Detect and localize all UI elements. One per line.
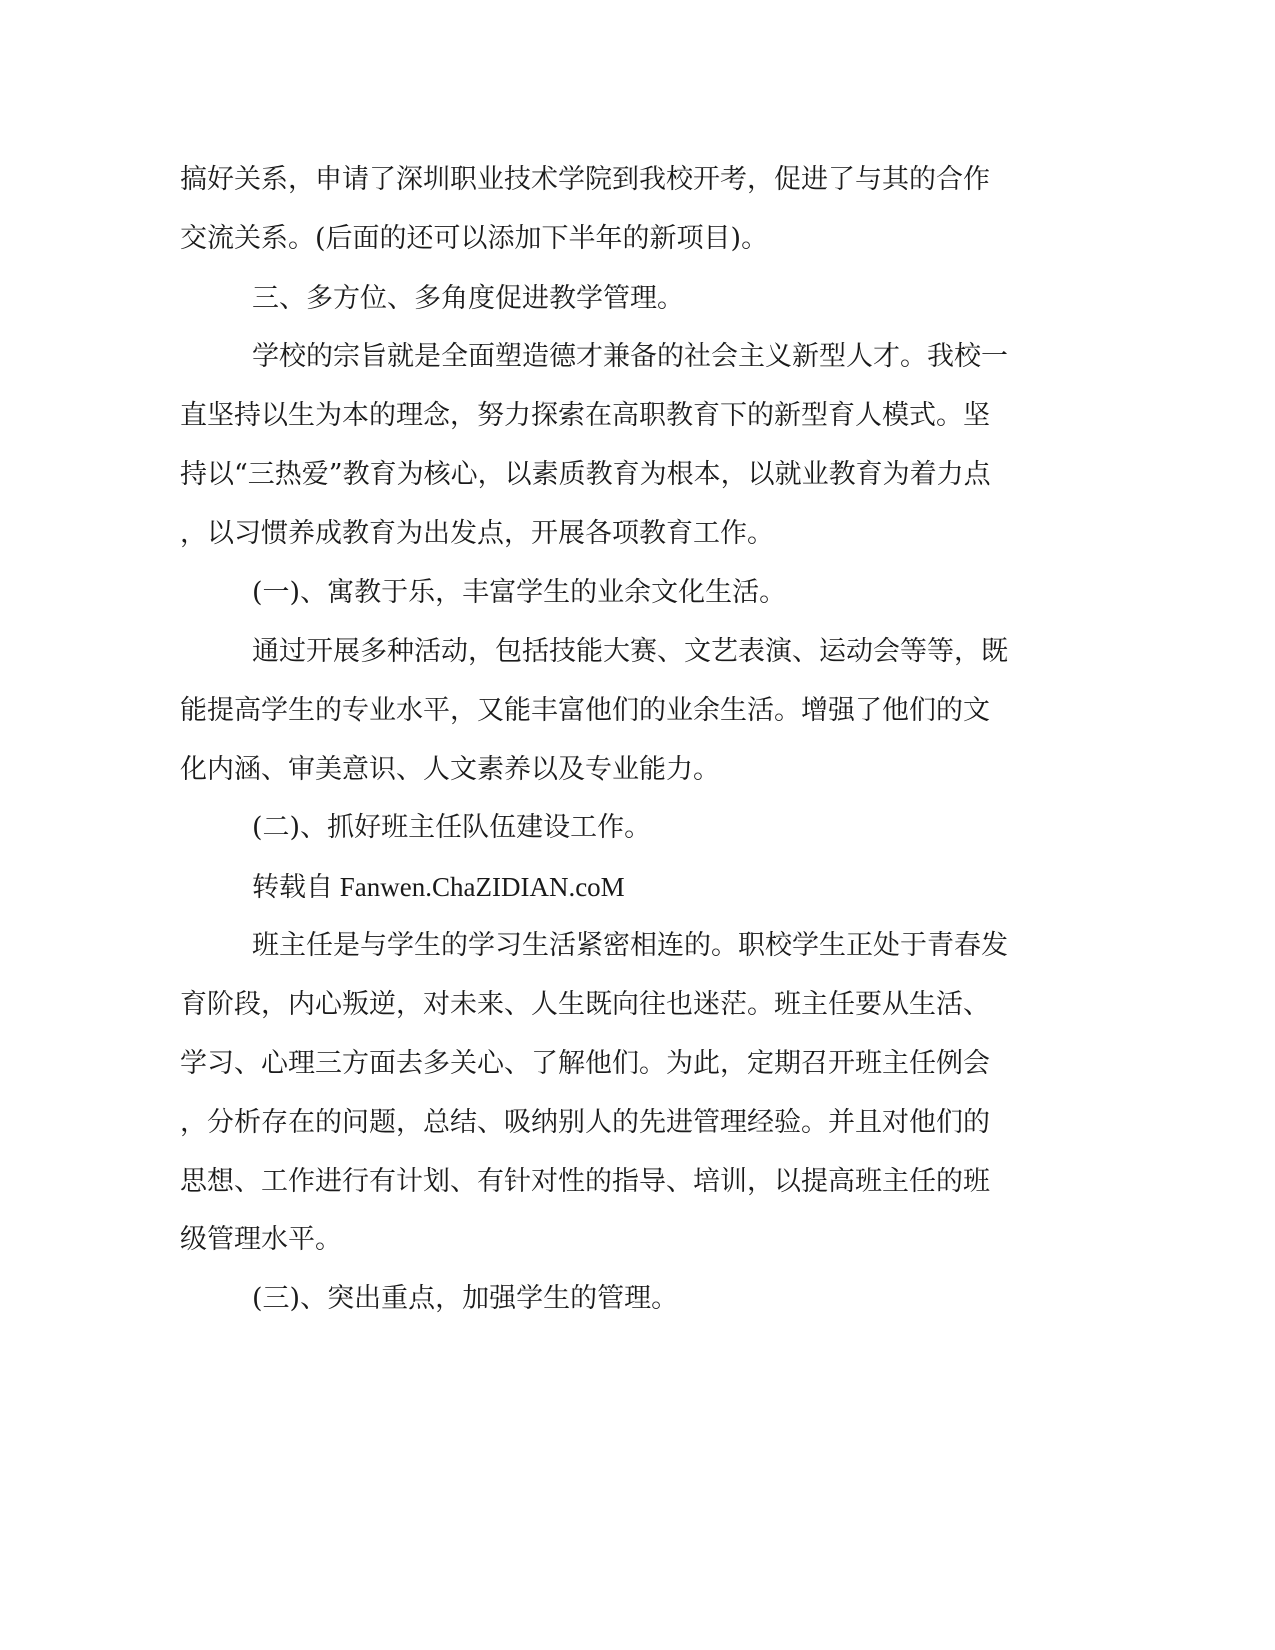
body-text-line: 搞好关系，申请了深圳职业技术学院到我校开考，促进了与其的合作 <box>180 164 990 195</box>
body-text-line: 直坚持以生为本的理念，努力探索在高职教育下的新型育人模式。坚 <box>180 400 990 431</box>
body-text-line: 思想、工作进行有计划、有针对性的指导、培训，以提高班主任的班 <box>180 1166 990 1197</box>
section-heading: 三、多方位、多角度促进教学管理。 <box>252 283 684 314</box>
body-text-line: 交流关系。(后面的还可以添加下半年的新项目)。 <box>180 223 769 254</box>
source-note: 转载自 Fanwen.ChaZIDIAN.coM <box>252 872 625 902</box>
body-text-line: 化内涵、审美意识、人文素养以及专业能力。 <box>180 754 720 785</box>
body-text-line: 育阶段，内心叛逆，对未来、人生既向往也迷茫。班主任要从生活、 <box>180 989 990 1020</box>
body-text-line: 能提高学生的专业水平，又能丰富他们的业余生活。增强了他们的文 <box>180 695 990 726</box>
body-text-line: 学校的宗旨就是全面塑造德才兼备的社会主义新型人才。我校一 <box>252 341 1008 372</box>
body-text-line: ，以习惯养成教育为出发点，开展各项教育工作。 <box>180 518 774 549</box>
subsection-heading: (三)、突出重点，加强学生的管理。 <box>252 1283 679 1314</box>
subsection-heading: (一)、寓教于乐，丰富学生的业余文化生活。 <box>252 577 787 608</box>
body-text-line: 通过开展多种活动，包括技能大赛、文艺表演、运动会等等，既 <box>252 636 1008 667</box>
body-text-line: 持以“三热爱”教育为核心，以素质教育为根本，以就业教育为着力点 <box>180 459 991 490</box>
body-text-line: 级管理水平。 <box>180 1224 342 1255</box>
body-text-line: 班主任是与学生的学习生活紧密相连的。职校学生正处于青春发 <box>252 930 1008 961</box>
subsection-heading: (二)、抓好班主任队伍建设工作。 <box>252 812 652 843</box>
body-text-line: 学习、心理三方面去多关心、了解他们。为此，定期召开班主任例会 <box>180 1048 990 1079</box>
body-text-line: ，分析存在的问题，总结、吸纳别人的先进管理经验。并且对他们的 <box>180 1107 990 1138</box>
